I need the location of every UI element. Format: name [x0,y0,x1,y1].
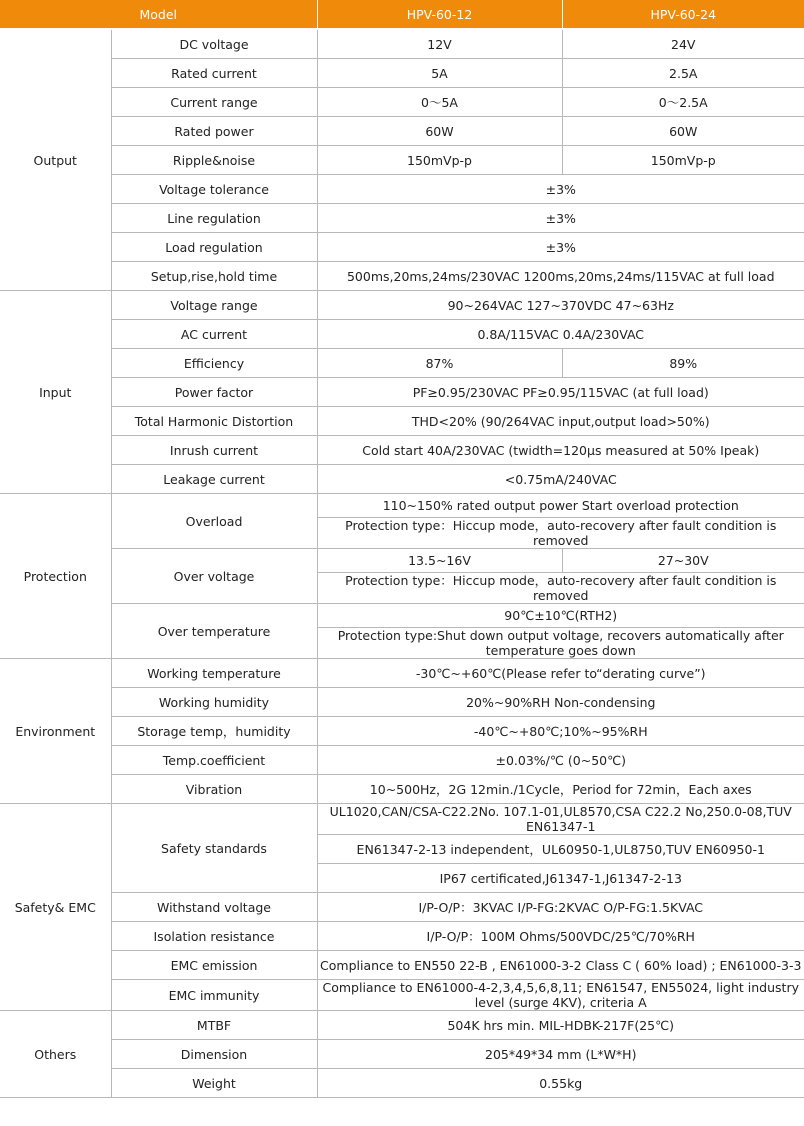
table-row [0,1011,804,1040]
header-row [0,0,804,29]
row-label: Dimension [111,1040,317,1069]
row-value: 110~150% rated output power Start overload protection [317,494,804,518]
row-label: Ripple&noise [111,146,317,175]
row-value-text: Compliance to EN550 22-B , EN61000-3-2 Class C ( 60% load) ; EN61000-3-3 [320,957,802,973]
table-row [0,175,804,204]
table-row [0,922,804,951]
row-label: Safety standards [111,804,317,893]
table-row [0,407,804,436]
header-model: Model [0,0,317,29]
row-value: 60W [317,117,562,146]
row-value: 500ms,20ms,24ms/230VAC 1200ms,20ms,24ms/115VAC at full load [317,262,804,291]
row-value: -30℃~+60℃(Please refer to“derating curve”) [317,659,804,688]
row-label: Rated power [111,117,317,146]
row-value: 89% [562,349,804,378]
row-label: Total Harmonic Distortion [111,407,317,436]
row-label: Overload [111,494,317,549]
row-value: ±3% [317,204,804,233]
row-value: EN61347-2-13 independent，UL60950-1,UL8750,TUV EN60950-1 [317,835,804,864]
row-value: 0～2.5A [562,88,804,117]
table-row [0,117,804,146]
row-value: 10~500Hz，2G 12min./1Cycle，Period for 72min，Each axes [317,775,804,804]
table-row [0,1040,804,1069]
row-value: ±3% [317,175,804,204]
group-protection: Protection [0,494,111,659]
table-row [0,549,804,573]
group-others: Others [0,1011,111,1098]
row-label: Leakage current [111,465,317,494]
row-label: Voltage tolerance [111,175,317,204]
row-value: 60W [562,117,804,146]
row-value: 24V [562,29,804,59]
row-label: EMC immunity [111,980,317,1011]
row-value [317,951,804,980]
row-value [317,573,804,604]
row-label: Setup,rise,hold time [111,262,317,291]
group-environment: Environment [0,659,111,804]
row-value: 12V [317,29,562,59]
row-value: 0.55kg [317,1069,804,1098]
row-value: 87% [317,349,562,378]
table-row [0,291,804,320]
row-value: IP67 certificated,J61347-1,J61347-2-13 [317,864,804,893]
row-value: I/P-O/P：100M Ohms/500VDC/25℃/70%RH [317,922,804,951]
header-model-2: HPV-60-24 [562,0,804,29]
row-value [317,804,804,835]
row-label: Storage temp，humidity [111,717,317,746]
row-label: Current range [111,88,317,117]
row-value: 5A [317,59,562,88]
row-label: MTBF [111,1011,317,1040]
row-value: ±3% [317,233,804,262]
row-value-text: Compliance to EN61000-4-2,3,4,5,6,8,11; EN61547, EN55024, light industry level (surge 4KV), criteria A [322,980,799,1010]
table-row [0,465,804,494]
table-row [0,349,804,378]
row-label: Load regulation [111,233,317,262]
header-model-1: HPV-60-12 [317,0,562,29]
row-value: I/P-O/P：3KVAC I/P-FG:2KVAC O/P-FG:1.5KVAC [317,893,804,922]
row-value-text: UL1020,CAN/CSA-C22.2No. 107.1-01,UL8570,CSA C22.2 No,250.0-08,TUV EN61347-1 [329,804,792,834]
row-value: 90~264VAC 127~370VDC 47~63Hz [317,291,804,320]
row-value-text: Protection type:Shut down output voltage, recovers automatically after temperature goes down [337,628,784,658]
row-value: PF≥0.95/230VAC PF≥0.95/115VAC (at full load) [317,378,804,407]
table-row [0,204,804,233]
table-row [0,893,804,922]
row-label: Isolation resistance [111,922,317,951]
table-row [0,951,804,980]
row-value: 20%~90%RH Non-condensing [317,688,804,717]
row-label: Over voltage [111,549,317,604]
row-label: Over temperature [111,604,317,659]
row-value [317,628,804,659]
row-value: -40℃~+80℃;10%~95%RH [317,717,804,746]
table-row [0,980,804,1011]
row-value: <0.75mA/240VAC [317,465,804,494]
table-row [0,1069,804,1098]
row-value: Cold start 40A/230VAC (twidth=120μs measured at 50% Ipeak) [317,436,804,465]
row-label: Weight [111,1069,317,1098]
row-value: ±0.03%/℃ (0~50℃) [317,746,804,775]
row-label: Rated current [111,59,317,88]
table-row [0,775,804,804]
row-label: Temp.coefficient [111,746,317,775]
table-row [0,29,804,59]
row-value: 13.5~16V [317,549,562,573]
row-value-text: Protection type：Hiccup mode，auto-recovery after fault condition is removed [345,518,777,548]
row-label: AC current [111,320,317,349]
table-row [0,604,804,628]
row-value: 504K hrs min. MIL-HDBK-217F(25℃) [317,1011,804,1040]
row-value: 150mVp-p [562,146,804,175]
row-value-text: Protection type：Hiccup mode，auto-recovery after fault condition is removed [345,573,777,603]
row-value: THD<20% (90/264VAC input,output load>50%) [317,407,804,436]
table-row [0,494,804,518]
group-safety-emc: Safety& EMC [0,804,111,1011]
table-row [0,717,804,746]
table-row [0,688,804,717]
row-value [317,518,804,549]
row-label: Vibration [111,775,317,804]
table-row [0,146,804,175]
table-row [0,320,804,349]
row-value: 2.5A [562,59,804,88]
table-row [0,262,804,291]
row-label: Line regulation [111,204,317,233]
group-output: Output [0,29,111,291]
table-row [0,804,804,835]
row-label: Withstand voltage [111,893,317,922]
row-value: 205*49*34 mm (L*W*H) [317,1040,804,1069]
row-label: EMC emission [111,951,317,980]
row-value: 0.8A/115VAC 0.4A/230VAC [317,320,804,349]
row-value: 27~30V [562,549,804,573]
row-label: Working temperature [111,659,317,688]
row-label: Efficiency [111,349,317,378]
row-label: DC voltage [111,29,317,59]
table-row [0,233,804,262]
table-row [0,436,804,465]
row-value: 90℃±10℃(RTH2) [317,604,804,628]
row-value [317,980,804,1011]
row-label: Working humidity [111,688,317,717]
table-row [0,746,804,775]
table-row [0,88,804,117]
group-input: Input [0,291,111,494]
table-row [0,378,804,407]
row-label: Power factor [111,378,317,407]
table-row [0,659,804,688]
row-value: 0～5A [317,88,562,117]
row-value: 150mVp-p [317,146,562,175]
table-row [0,59,804,88]
row-label: Voltage range [111,291,317,320]
row-label: Inrush current [111,436,317,465]
